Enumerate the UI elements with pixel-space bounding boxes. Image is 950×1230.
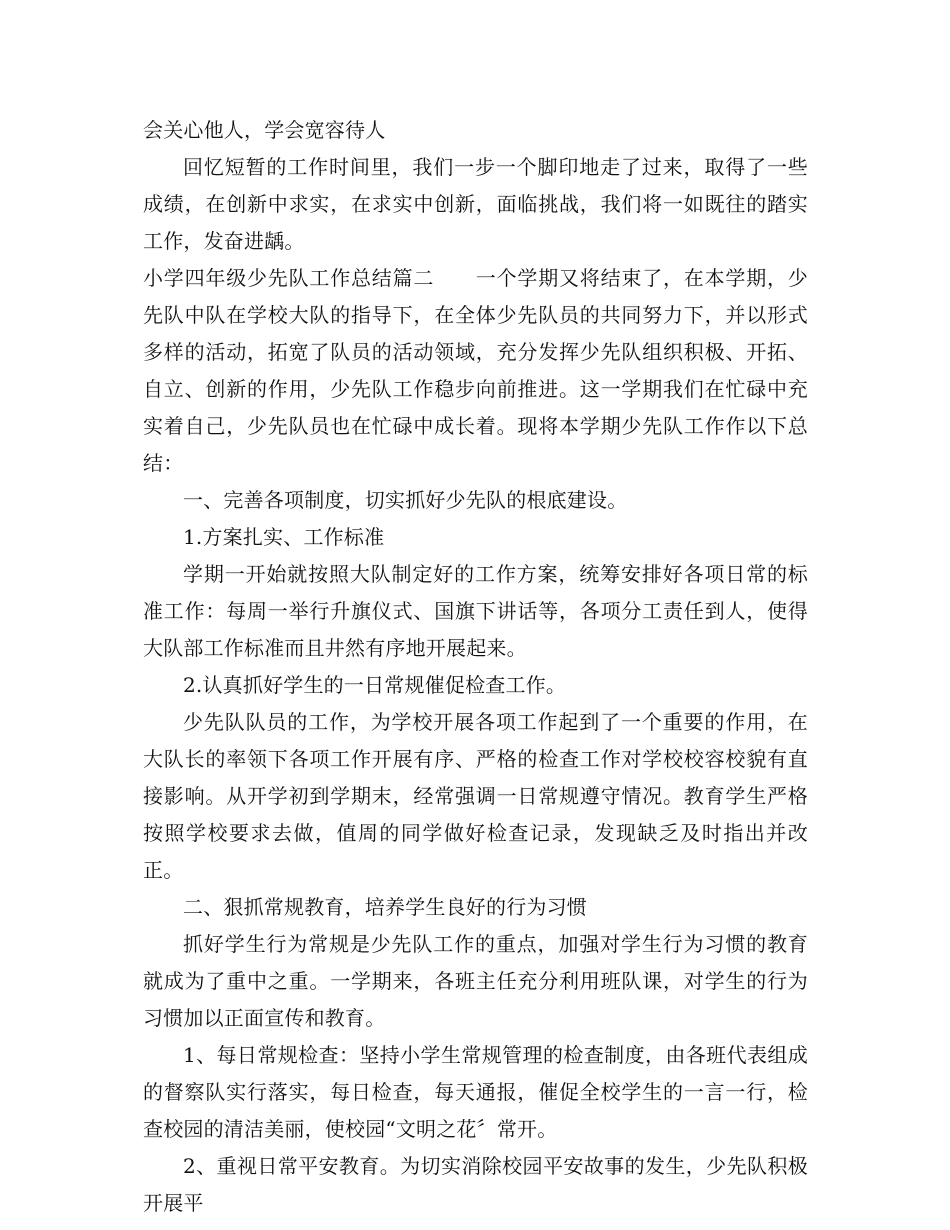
paragraph-11: 1、每日常规检查：坚持小学生常规管理的检查制度，由各班代表组成的督察队实行落实，每日检查，每天通报，催促全校学生的一言一行，检查校园的清洁美丽，使校园“文明之花〞常开。 — [143, 1043, 808, 1141]
paragraph-10: 抓好学生行为常规是少先队工作的重点，加强对学生行为习惯的教育就成为了重中之重。一学期来，各班主任充分利用班队课，对学生的行为习惯加以正面宣传和教育。 — [143, 932, 808, 1030]
paragraph-4-heading: 一、完善各项制度，切实抓好少先队的根底建设。 — [183, 488, 628, 512]
paragraph-1: 会关心他人，学会宽容待人 — [143, 118, 386, 142]
document-body — [143, 112, 808, 1222]
paragraph-9-heading: 二、狠抓常规教育，培养学生良好的行为习惯 — [183, 895, 587, 919]
paragraph-8: 少先队队员的工作，为学校开展各项工作起到了一个重要的作用，在大队长的率领下各项工作开展有序、严格的检查工作对学校校容校貌有直接影响。从开学初到学期末，经常强调一日常规遵守情况。教育学生严格按照学校要求去做，值周的同学做好检查记录，发现缺乏及时指出并改正。 — [143, 710, 808, 882]
paragraph-5-subheading: 1.方案扎实、工作标准 — [183, 525, 385, 549]
paragraph-12: 2、重视日常平安教育。为切实消除校园平安故事的发生，少先队积极开展平 — [143, 1154, 808, 1215]
paragraph-2: 回忆短暂的工作时间里，我们一步一个脚印地走了过来，取得了一些成绩，在创新中求实，在求实中创新，面临挑战，我们将一如既往的踏实工作，发奋进龋。 — [143, 155, 808, 253]
paragraph-7-subheading: 2.认真抓好学生的一日常规催促检查工作。 — [183, 673, 567, 697]
paragraph-3-section-title: 小学四年级少先队工作总结篇二 一个学期又将结束了，在本学期，少先队中队在学校大队的指导下，在全体少先队员的共同努力下，并以形式多样的活动，拓宽了队员的活动领域，充分发挥少先队组织积极、开拓、自立、创新的作用，少先队工作稳步向前推进。这一学期我们在忙碌中充实着自己，少先队员也在忙碌中成长着。现将本学期少先队工作作以下总结： — [143, 266, 808, 475]
paragraph-6: 学期一开始就按照大队制定好的工作方案，统筹安排好各项日常的标准工作：每周一举行升旗仪式、国旗下讲话等，各项分工责任到人，使得大队部工作标准而且井然有序地开展起来。 — [143, 562, 808, 660]
